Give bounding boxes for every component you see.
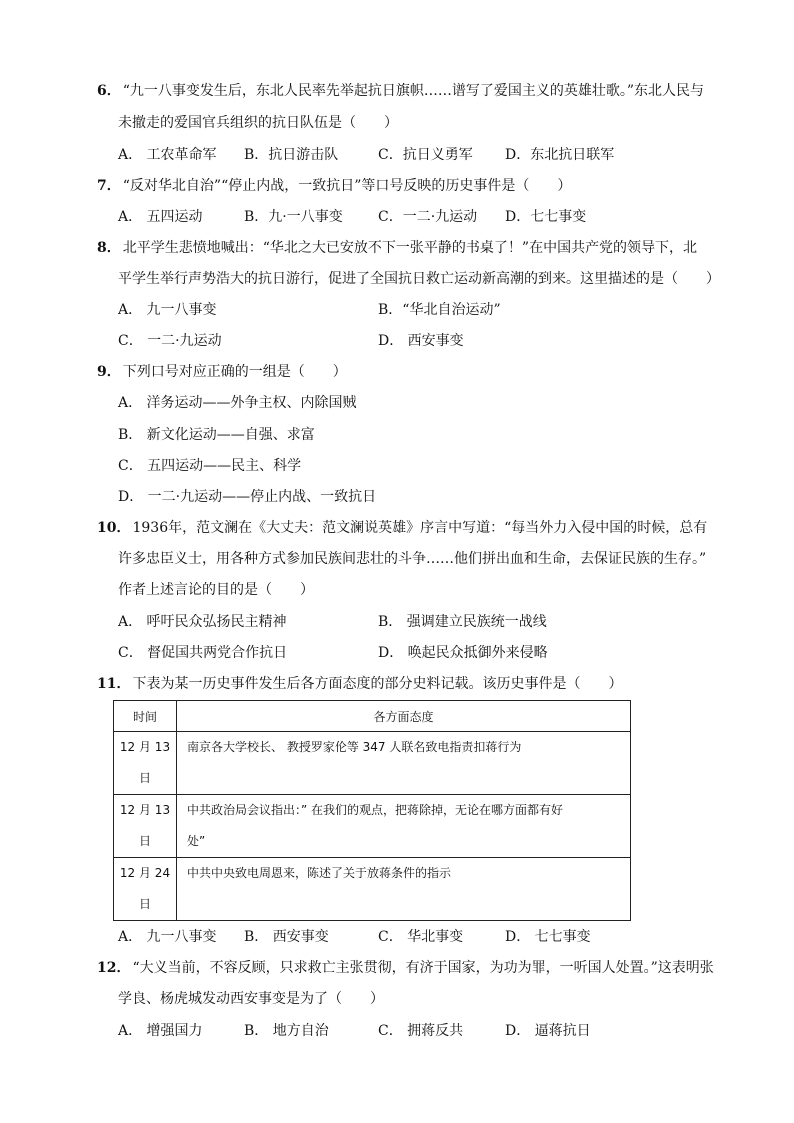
question-7-option-b[interactable]: B．九·一八事变 [244, 209, 343, 225]
date-text: 12 月 13 [119, 740, 171, 754]
table-header-row [114, 701, 631, 732]
question-12-stem-line-2: 学良、杨虎城发动西安事变是为了（ ） [118, 991, 384, 1007]
question-9-option-d[interactable]: D． 一二·九运动——停止内战、一致抗日 [118, 489, 377, 505]
date-cell [114, 858, 177, 921]
question-text: 下表为某一历史事件发生后各方面态度的部分史料记载。该历史事件是（ ） [132, 676, 623, 692]
question-text: 下列口号对应正确的一组是（ ） [122, 364, 347, 380]
question-10-option-c[interactable]: C． 督促国共两党合作抗日 [118, 645, 288, 661]
question-7-option-d[interactable]: D．七七事变 [505, 209, 587, 225]
date-text: 日 [138, 834, 151, 848]
question-8-option-d[interactable]: D． 西安事变 [378, 333, 464, 349]
question-10-stem-line-3: 作者上述言论的目的是（ ） [118, 582, 314, 598]
question-9-option-b[interactable]: B． 新文化运动——自强、求富 [118, 427, 315, 443]
question-6-option-a[interactable]: A． 工农革命军 [118, 147, 217, 163]
attitude-text: 处” [187, 834, 206, 848]
question-11-option-c[interactable]: C． 华北事变 [378, 929, 464, 945]
question-8-stem-line-2: 平学生举行声势浩大的抗日游行，促进了全国抗日救亡运动新高潮的到来。这里描述的是（ ） [118, 271, 720, 287]
column-header-time: 时间 [114, 701, 177, 732]
question-number: 8． [97, 240, 121, 256]
question-9-option-a[interactable]: A． 洋务运动——外争主权、内除国贼 [118, 395, 357, 411]
question-9-option-c[interactable]: C． 五四运动——民主、科学 [118, 458, 302, 474]
question-12-option-a[interactable]: A． 增强国力 [118, 1023, 203, 1039]
question-number: 12． [97, 960, 131, 976]
question-8-option-c[interactable]: C． 一二·九运动 [118, 333, 222, 349]
question-text: 1936年，范文澜在《大丈夫：范文澜说英雄》序言中写道：“每当外力入侵中国的时候，总有 [132, 520, 708, 536]
question-10-option-a[interactable]: A． 呼吁民众弘扬民主精神 [118, 614, 287, 630]
question-12-option-b[interactable]: B． 地方自治 [244, 1023, 329, 1039]
history-table [113, 700, 631, 921]
question-12-option-d[interactable]: D． 逼蒋抗日 [505, 1023, 591, 1039]
question-number: 11． [97, 676, 131, 692]
question-6-stem-line-1 [97, 81, 704, 101]
attitude-cell [177, 732, 631, 795]
question-text: 北平学生悲愤地喊出：“华北之大已安放不下一张平静的书桌了！”在中国共产党的领导下，北 [122, 240, 698, 256]
question-number: 10． [97, 520, 131, 536]
question-6-option-c[interactable]: C．抗日义勇军 [378, 147, 473, 163]
question-text: “九一八事变发生后，东北人民率先举起抗日旗帜……谱写了爱国主义的英雄壮歌。”东北人民与 [122, 83, 705, 99]
date-text: 12 月 13 [119, 803, 171, 817]
question-number: 6． [97, 83, 121, 99]
question-11-option-a[interactable]: A． 九一八事变 [118, 929, 217, 945]
question-11-stem [97, 674, 622, 694]
table-row [114, 858, 631, 921]
date-text: 日 [138, 771, 151, 785]
question-12-stem-line-1 [97, 958, 714, 978]
question-10-stem-line-1 [97, 518, 707, 538]
question-10-option-d[interactable]: D． 唤起民众抵御外来侵略 [378, 645, 548, 661]
date-cell [114, 732, 177, 795]
date-text: 日 [138, 897, 151, 911]
attitude-text: 中共政治局会议指出：” 在我们的观点，把蒋除掉，无论在哪方面都有好 [187, 803, 564, 817]
date-text: 12 月 24 [119, 866, 171, 880]
question-9-stem [97, 362, 347, 382]
attitude-cell [177, 858, 631, 921]
question-6-option-d[interactable]: D．东北抗日联军 [505, 147, 615, 163]
attitude-cell [177, 795, 631, 858]
question-7-stem [97, 176, 571, 196]
question-6-option-b[interactable]: B．抗日游击队 [244, 147, 339, 163]
date-cell [114, 795, 177, 858]
attitude-text: 中共中央致电周恩来，陈述了关于放蒋条件的指示 [187, 866, 452, 880]
question-7-option-c[interactable]: C．一二·九运动 [378, 209, 478, 225]
table-row [114, 732, 631, 795]
question-10-option-b[interactable]: B． 强调建立民族统一战线 [378, 614, 547, 630]
question-12-option-c[interactable]: C． 拥蒋反共 [378, 1023, 464, 1039]
question-text: “大义当前，不容反顾，只求救亡主张贯彻，有济于国家，为功为罪，一听国人处置。”这表明张 [132, 960, 714, 976]
question-text: “反对华北自治”“停止内战，一致抗日”等口号反映的历史事件是（ ） [122, 178, 572, 194]
table-row [114, 795, 631, 858]
column-header-attitude: 各方面态度 [177, 701, 631, 732]
question-number: 9． [97, 364, 121, 380]
question-8-option-b[interactable]: B．“华北自治运动” [378, 302, 501, 318]
question-8-stem-line-1 [97, 238, 697, 258]
question-6-stem-line-2: 未撤走的爱国官兵组织的抗日队伍是（ ） [118, 115, 398, 131]
question-11-option-d[interactable]: D． 七七事变 [505, 929, 591, 945]
attitude-text: 南京各大学校长、 教授罗家伦等 347 人联名致电指责扣蒋行为 [187, 740, 522, 754]
question-10-stem-line-2: 许多忠臣义士，用各种方式参加民族间悲壮的斗争……他们拼出血和生命，去保证民族的生存。” [118, 551, 707, 567]
question-11-option-b[interactable]: B． 西安事变 [244, 929, 329, 945]
question-8-option-a[interactable]: A． 九一八事变 [118, 302, 217, 318]
question-number: 7． [97, 178, 121, 194]
question-7-option-a[interactable]: A． 五四运动 [118, 209, 203, 225]
